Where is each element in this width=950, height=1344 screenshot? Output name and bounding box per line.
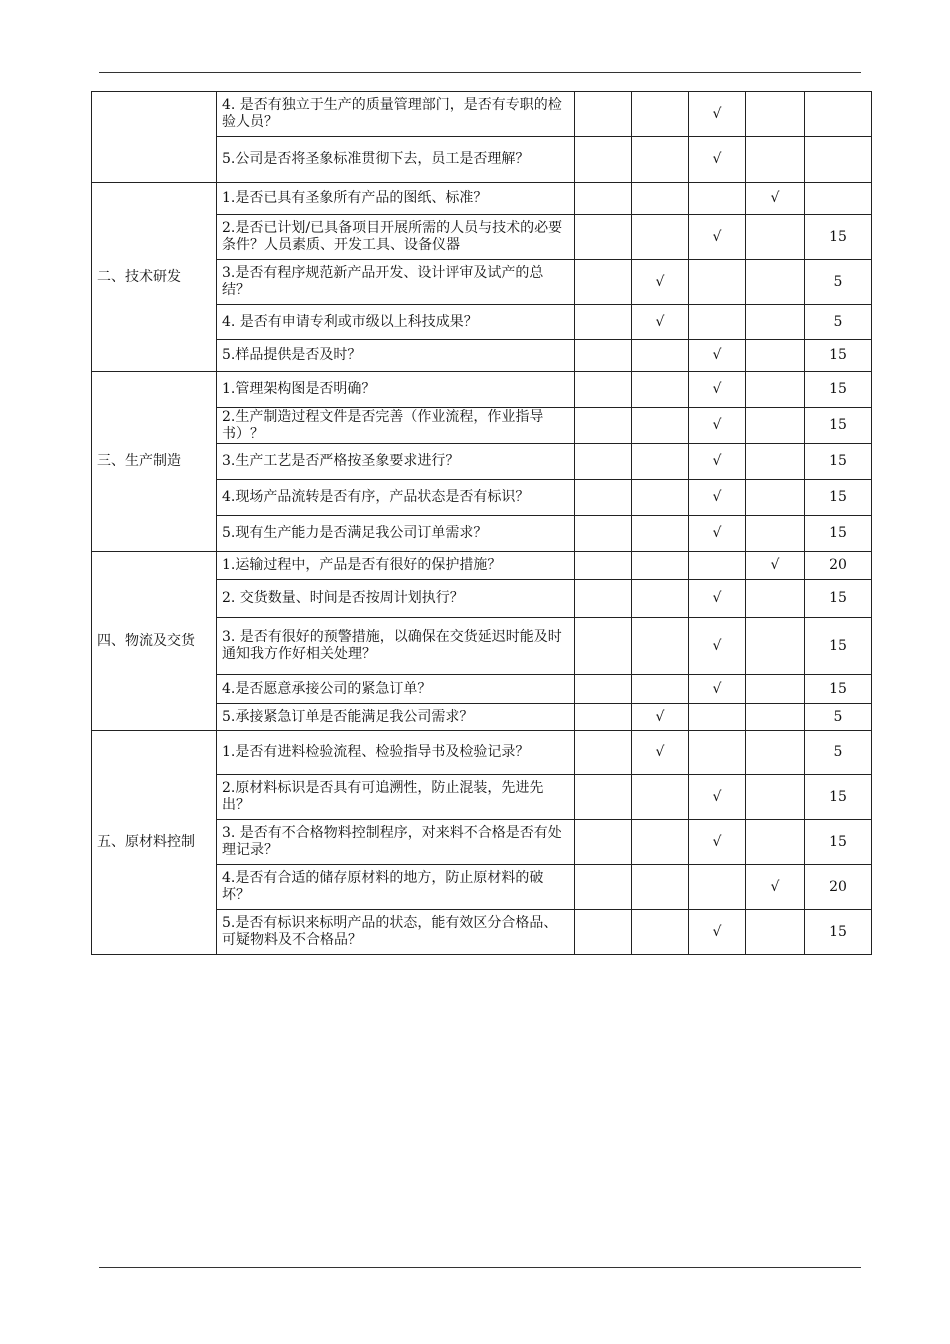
- mark-col-4-cell: [746, 910, 805, 955]
- question-cell: 5.样品提供是否及时？: [217, 340, 575, 372]
- question-cell: 4.是否有合适的储存原材料的地方，防止原材料的破坏？: [217, 865, 575, 910]
- mark-col-4-cell: [746, 480, 805, 516]
- score-cell: [805, 92, 872, 137]
- score-cell: 15: [805, 372, 872, 408]
- mark-col-4-cell: √: [746, 552, 805, 580]
- mark-col-4-cell: [746, 408, 805, 444]
- mark-col-4-cell: [746, 820, 805, 865]
- question-cell: 2. 交货数量、时间是否按周计划执行？: [217, 580, 575, 618]
- score-cell: 15: [805, 618, 872, 675]
- mark-col-2-cell: [632, 552, 689, 580]
- mark-col-1-cell: [575, 731, 632, 775]
- mark-col-2-cell: [632, 372, 689, 408]
- mark-col-1-cell: [575, 260, 632, 305]
- question-cell: 1.是否有进料检验流程、检验指导书及检验记录？: [217, 731, 575, 775]
- mark-col-1-cell: [575, 305, 632, 340]
- mark-col-4-cell: [746, 137, 805, 183]
- mark-col-2-cell: [632, 618, 689, 675]
- table-row: [92, 372, 872, 408]
- mark-col-1-cell: [575, 215, 632, 260]
- mark-col-1-cell: [575, 480, 632, 516]
- question-cell: 3. 是否有不合格物料控制程序，对来料不合格是否有处理记录？: [217, 820, 575, 865]
- mark-col-4-cell: [746, 372, 805, 408]
- mark-col-1-cell: [575, 675, 632, 704]
- mark-col-3-cell: √: [689, 618, 746, 675]
- score-cell: 15: [805, 444, 872, 480]
- header-rule: [99, 72, 861, 73]
- mark-col-3-cell: [689, 704, 746, 731]
- question-cell: 1.运输过程中，产品是否有很好的保护措施？: [217, 552, 575, 580]
- score-cell: 20: [805, 865, 872, 910]
- score-cell: [805, 183, 872, 215]
- mark-col-4-cell: [746, 340, 805, 372]
- mark-col-1-cell: [575, 408, 632, 444]
- score-cell: 15: [805, 675, 872, 704]
- mark-col-3-cell: [689, 731, 746, 775]
- question-cell: 4.现场产品流转是否有序，产品状态是否有标识？: [217, 480, 575, 516]
- mark-col-4-cell: [746, 444, 805, 480]
- mark-col-2-cell: √: [632, 260, 689, 305]
- mark-col-1-cell: [575, 92, 632, 137]
- score-cell: 15: [805, 910, 872, 955]
- score-cell: 15: [805, 580, 872, 618]
- mark-col-3-cell: √: [689, 675, 746, 704]
- mark-col-2-cell: [632, 408, 689, 444]
- mark-col-2-cell: √: [632, 731, 689, 775]
- mark-col-3-cell: √: [689, 340, 746, 372]
- mark-col-3-cell: √: [689, 910, 746, 955]
- mark-col-3-cell: [689, 305, 746, 340]
- table-row: [92, 552, 872, 580]
- score-cell: 15: [805, 340, 872, 372]
- score-cell: 5: [805, 704, 872, 731]
- table-body: [92, 92, 872, 955]
- mark-col-2-cell: [632, 92, 689, 137]
- question-cell: 4.是否愿意承接公司的紧急订单？: [217, 675, 575, 704]
- mark-col-2-cell: [632, 580, 689, 618]
- question-cell: 2.是否已计划/已具备项目开展所需的人员与技术的必要条件？人员素质、开发工具、设备仪器: [217, 215, 575, 260]
- mark-col-2-cell: [632, 215, 689, 260]
- question-cell: 1.管理架构图是否明确？: [217, 372, 575, 408]
- supplier-audit-table: [91, 91, 872, 955]
- mark-col-3-cell: √: [689, 408, 746, 444]
- score-cell: 5: [805, 260, 872, 305]
- mark-col-3-cell: [689, 260, 746, 305]
- mark-col-3-cell: √: [689, 372, 746, 408]
- mark-col-2-cell: √: [632, 305, 689, 340]
- question-cell: 3.是否有程序规范新产品开发、设计评审及试产的总结？: [217, 260, 575, 305]
- score-cell: 15: [805, 215, 872, 260]
- score-cell: 15: [805, 775, 872, 820]
- section-title: 五、原材料控制: [92, 731, 217, 955]
- question-cell: 2.生产制造过程文件是否完善（作业流程，作业指导书）？: [217, 408, 575, 444]
- mark-col-1-cell: [575, 183, 632, 215]
- table-row: [92, 731, 872, 775]
- question-cell: 5.承接紧急订单是否能满足我公司需求？: [217, 704, 575, 731]
- table-row: [92, 183, 872, 215]
- section-title: 二、技术研发: [92, 183, 217, 372]
- mark-col-3-cell: √: [689, 215, 746, 260]
- table-row: [92, 92, 872, 137]
- mark-col-2-cell: √: [632, 704, 689, 731]
- mark-col-2-cell: [632, 480, 689, 516]
- question-cell: 2.原材料标识是否具有可追溯性，防止混装，先进先出？: [217, 775, 575, 820]
- mark-col-4-cell: [746, 92, 805, 137]
- question-cell: 3. 是否有很好的预警措施，以确保在交货延迟时能及时通知我方作好相关处理？: [217, 618, 575, 675]
- mark-col-2-cell: [632, 137, 689, 183]
- mark-col-4-cell: [746, 580, 805, 618]
- mark-col-4-cell: [746, 516, 805, 552]
- mark-col-4-cell: [746, 305, 805, 340]
- score-cell: 5: [805, 731, 872, 775]
- footer-rule: [99, 1267, 861, 1268]
- mark-col-1-cell: [575, 704, 632, 731]
- mark-col-1-cell: [575, 340, 632, 372]
- question-cell: 5.是否有标识来标明产品的状态，能有效区分合格品、可疑物料及不合格品？: [217, 910, 575, 955]
- mark-col-1-cell: [575, 775, 632, 820]
- mark-col-4-cell: √: [746, 183, 805, 215]
- mark-col-4-cell: [746, 704, 805, 731]
- question-cell: 3.生产工艺是否严格按圣象要求进行？: [217, 444, 575, 480]
- mark-col-1-cell: [575, 552, 632, 580]
- mark-col-1-cell: [575, 820, 632, 865]
- score-cell: [805, 137, 872, 183]
- mark-col-4-cell: [746, 618, 805, 675]
- mark-col-3-cell: √: [689, 92, 746, 137]
- section-title: 三、生产制造: [92, 372, 217, 552]
- mark-col-3-cell: √: [689, 480, 746, 516]
- mark-col-3-cell: [689, 552, 746, 580]
- mark-col-3-cell: √: [689, 444, 746, 480]
- score-cell: 15: [805, 516, 872, 552]
- mark-col-1-cell: [575, 372, 632, 408]
- mark-col-4-cell: [746, 675, 805, 704]
- mark-col-4-cell: [746, 215, 805, 260]
- question-cell: 5.公司是否将圣象标准贯彻下去，员工是否理解？: [217, 137, 575, 183]
- score-cell: 15: [805, 408, 872, 444]
- mark-col-3-cell: √: [689, 820, 746, 865]
- mark-col-1-cell: [575, 580, 632, 618]
- mark-col-3-cell: √: [689, 137, 746, 183]
- mark-col-1-cell: [575, 618, 632, 675]
- mark-col-1-cell: [575, 137, 632, 183]
- mark-col-3-cell: [689, 865, 746, 910]
- mark-col-1-cell: [575, 516, 632, 552]
- mark-col-2-cell: [632, 183, 689, 215]
- score-cell: 15: [805, 820, 872, 865]
- mark-col-2-cell: [632, 865, 689, 910]
- mark-col-1-cell: [575, 865, 632, 910]
- mark-col-3-cell: √: [689, 775, 746, 820]
- mark-col-2-cell: [632, 516, 689, 552]
- mark-col-2-cell: [632, 775, 689, 820]
- score-cell: 15: [805, 480, 872, 516]
- question-cell: 4. 是否有申请专利或市级以上科技成果？: [217, 305, 575, 340]
- question-cell: 1.是否已具有圣象所有产品的图纸、标准？: [217, 183, 575, 215]
- score-cell: 5: [805, 305, 872, 340]
- mark-col-1-cell: [575, 444, 632, 480]
- mark-col-3-cell: √: [689, 516, 746, 552]
- section-title: 四、物流及交货: [92, 552, 217, 731]
- question-cell: 4. 是否有独立于生产的质量管理部门，是否有专职的检验人员？: [217, 92, 575, 137]
- mark-col-1-cell: [575, 910, 632, 955]
- mark-col-4-cell: √: [746, 865, 805, 910]
- mark-col-2-cell: [632, 340, 689, 372]
- mark-col-2-cell: [632, 675, 689, 704]
- mark-col-4-cell: [746, 731, 805, 775]
- mark-col-3-cell: √: [689, 580, 746, 618]
- mark-col-4-cell: [746, 260, 805, 305]
- mark-col-4-cell: [746, 775, 805, 820]
- question-cell: 5.现有生产能力是否满足我公司订单需求？: [217, 516, 575, 552]
- mark-col-2-cell: [632, 910, 689, 955]
- mark-col-3-cell: [689, 183, 746, 215]
- section-title: [92, 92, 217, 183]
- mark-col-2-cell: [632, 444, 689, 480]
- mark-col-2-cell: [632, 820, 689, 865]
- score-cell: 20: [805, 552, 872, 580]
